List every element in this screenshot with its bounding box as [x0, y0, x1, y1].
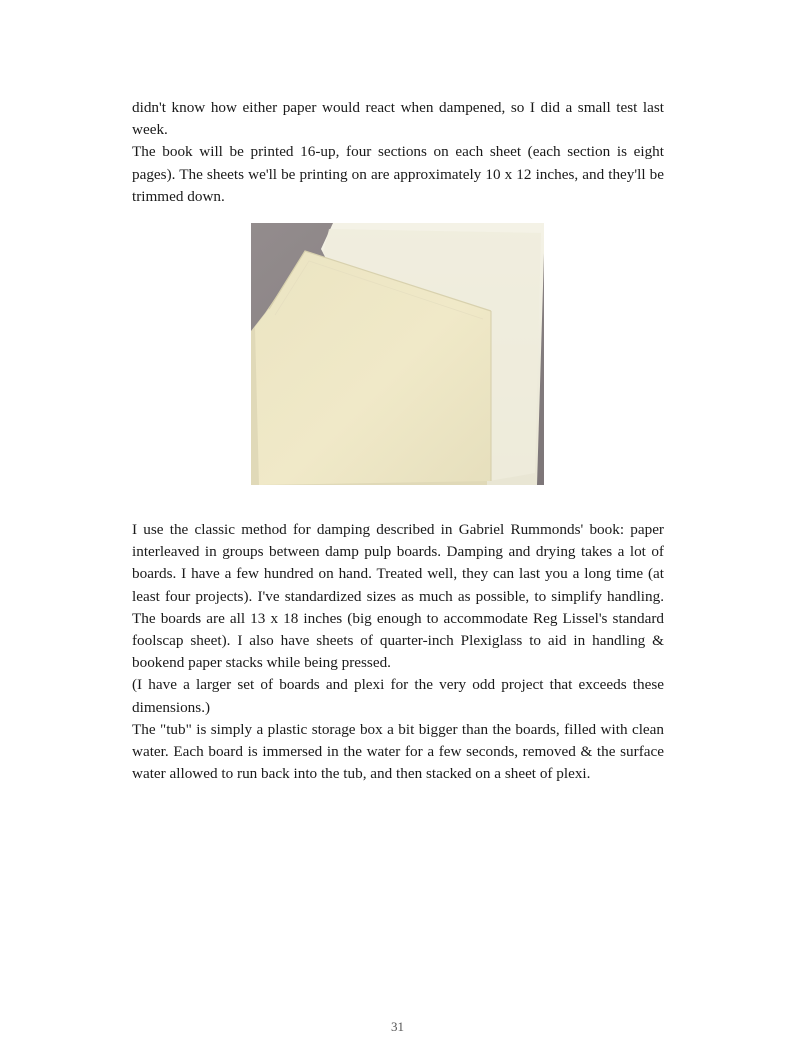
paragraph: The "tub" is simply a plastic storage box a bit bigger than the boards, filled with clean water. Each board is immersed in the water for a few seconds, removed & the surface water allowed to run back into the tub, and then stacked on a sheet of plexi.: [132, 720, 664, 783]
paragraph: The book will be printed 16-up, four sections on each sheet (each section is eight pages). The sheets we'll be printing on are approximately 10 x 12 inches, and they'll be trimmed down.: [132, 143, 664, 205]
paper-stack-photo: [251, 223, 544, 485]
paragraph: I use the classic method for damping described in Gabriel Rummonds' book: paper interleaved in groups between damp pulp boards. Damping and drying takes a lot of boards. I have a few hundred on hand. Treated well, they can last you a long time (at least four projects). I've standardized sizes as much as possible, to simplify handling. The boards are all 13 x 18 inches (big enough to accommodate Reg Lissel's standard foolscap sheet). I also have sheets of quarter-inch Plexiglass to aid in handling & bookend paper stacks while being pressed.: [132, 521, 664, 672]
paragraph: didn't know how either paper would react when dampened, so I did a small test last week.: [132, 99, 664, 139]
text-block-top: [132, 97, 664, 208]
paragraph: (I have a larger set of boards and plexi for the very odd project that exceeds these dimensions.): [132, 676, 664, 716]
page-number: 31: [391, 1019, 404, 1034]
text-block-bottom: [132, 519, 664, 785]
